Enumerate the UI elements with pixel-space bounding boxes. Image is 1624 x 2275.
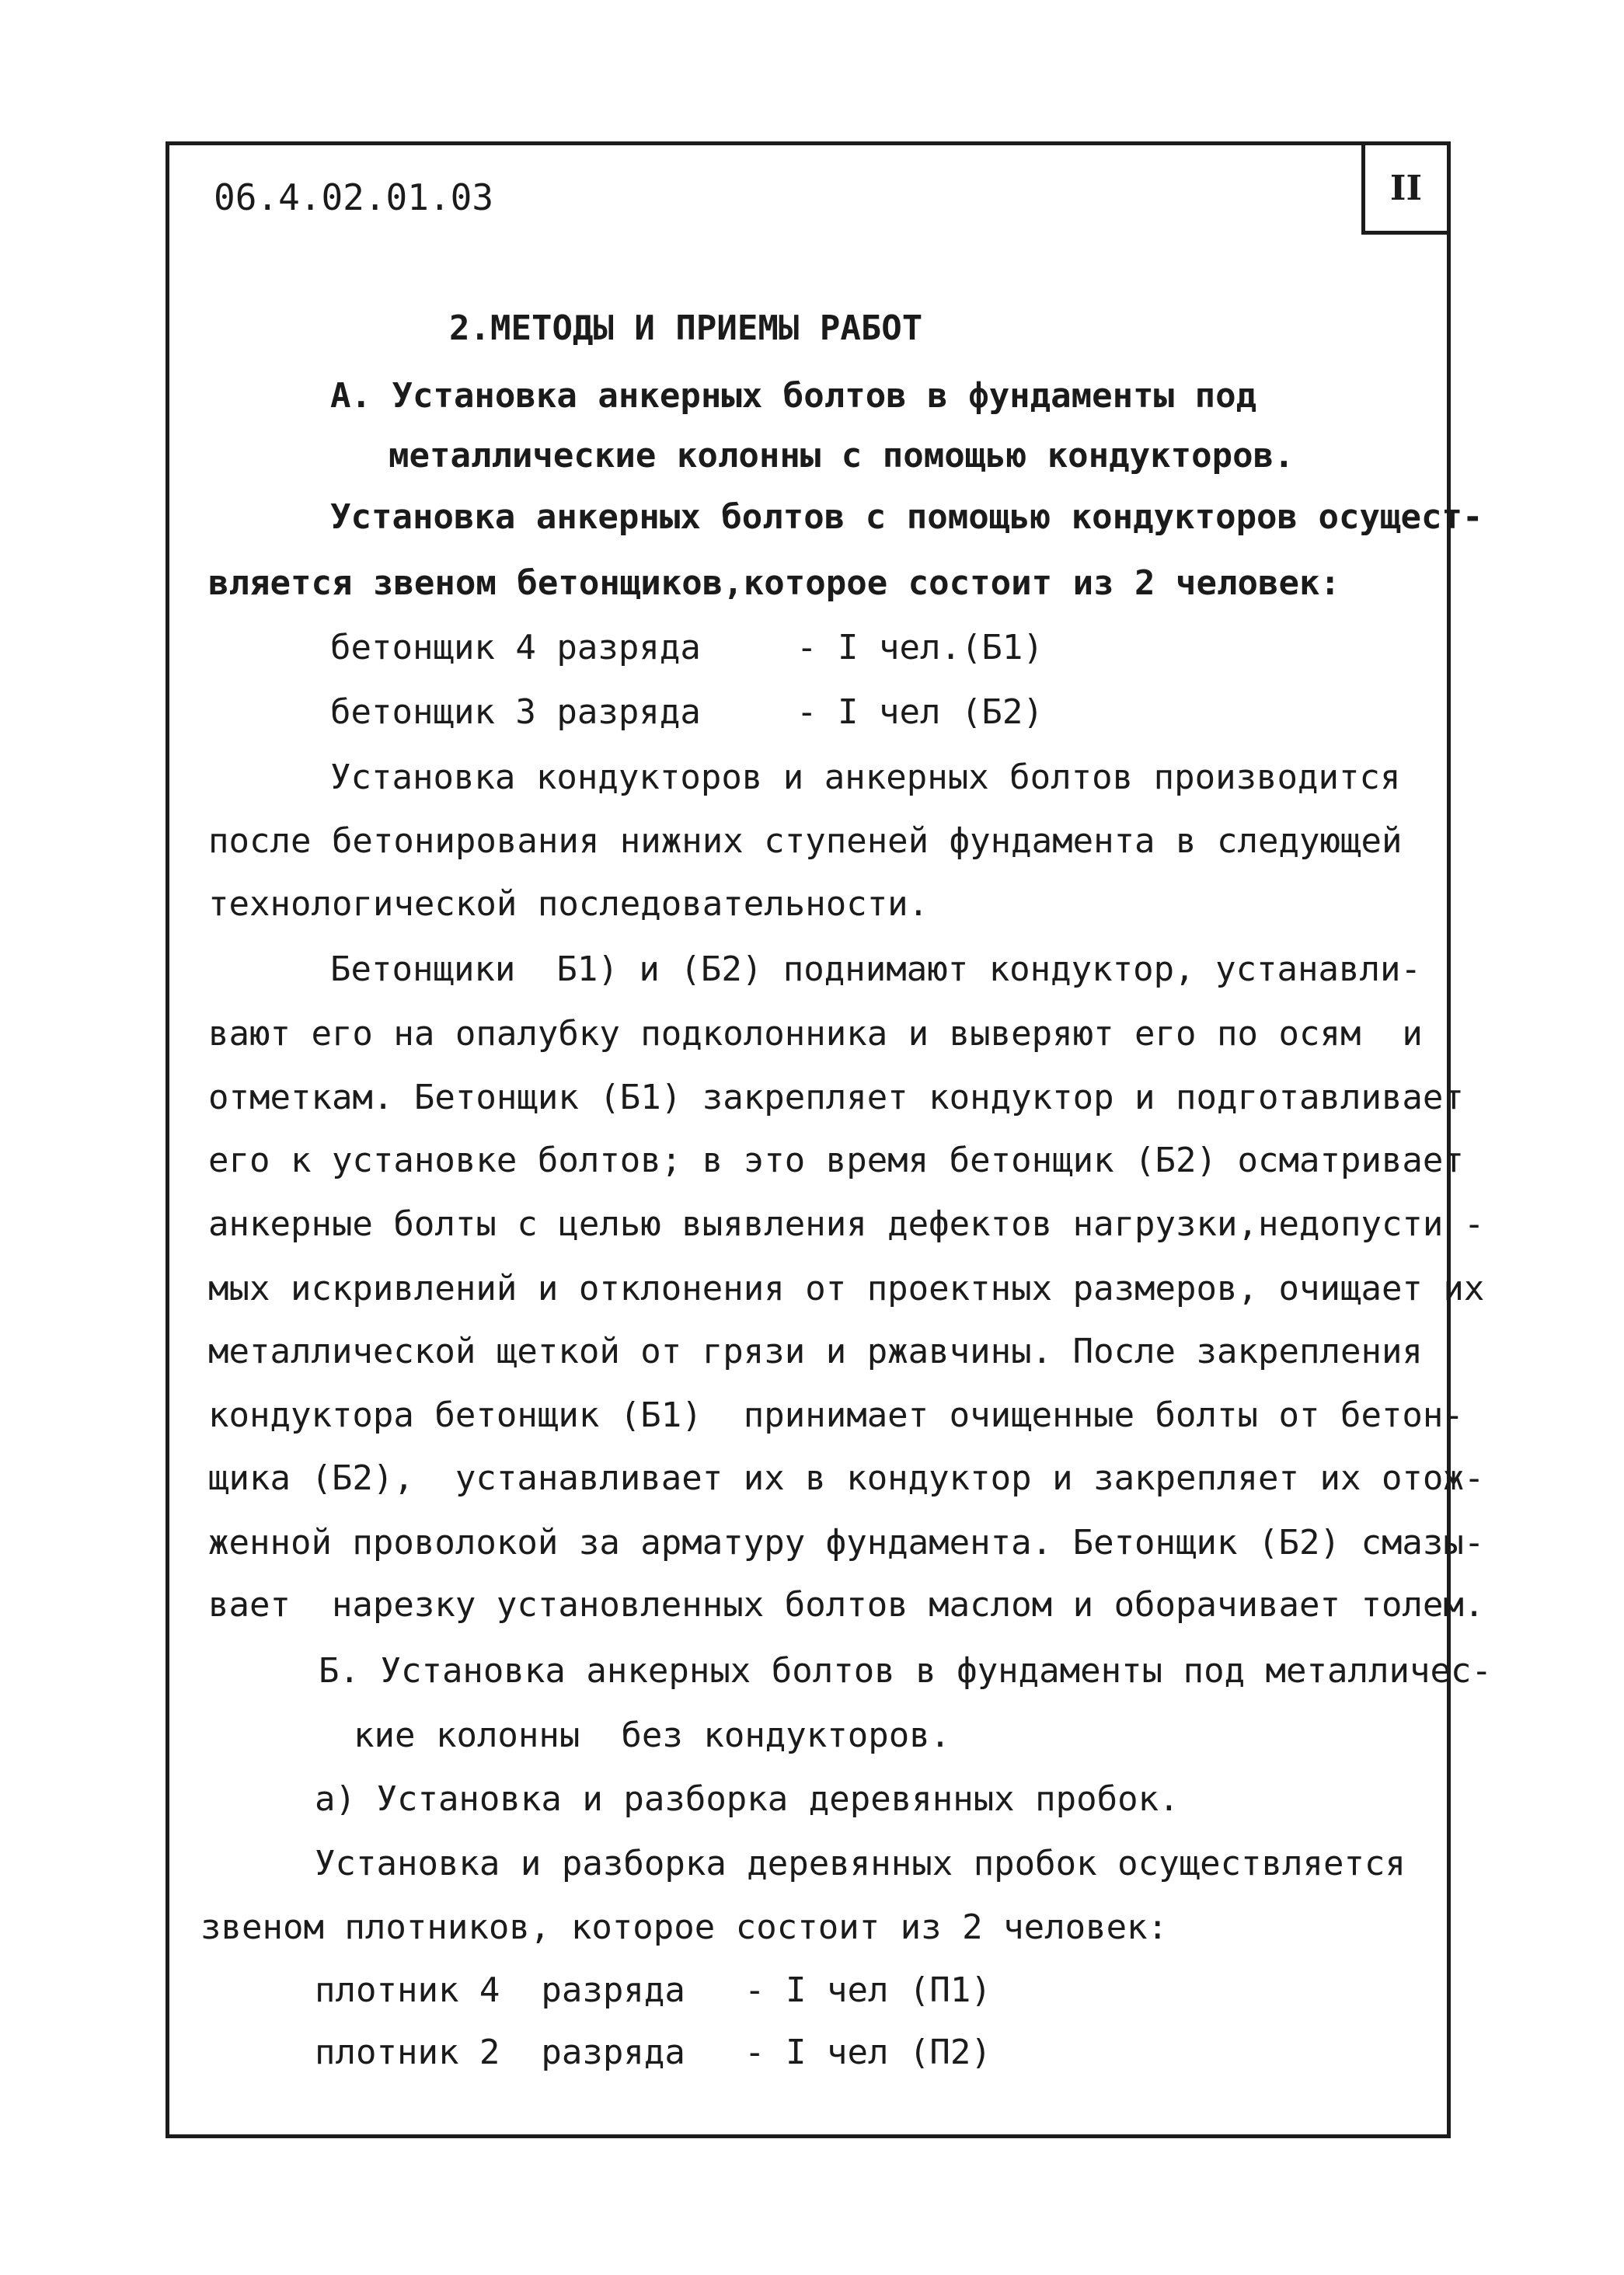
paragraph-line: анкерные болты с целью выявления дефектов нагрузки,недопусти - <box>208 1204 1485 1244</box>
paragraph-line: вает нарезку установленных болтов маслом и оборачивает толем. <box>208 1585 1485 1625</box>
paragraph-line: Установка кондукторов и анкерных болтов производится <box>330 758 1401 797</box>
paragraph-line: Установка и разборка деревянных пробок осуществляется <box>315 1844 1406 1883</box>
document-code: 06.4.02.01.03 <box>214 176 494 218</box>
crew2-count-2: - I чел (П2) <box>744 2033 991 2072</box>
crew2-count-1: - I чел (П1) <box>744 1970 991 2010</box>
paragraph-line: технологической последовательности. <box>208 884 929 924</box>
page-number: II <box>1361 141 1451 235</box>
paragraph-line: щика (Б2), устанавливает их в кондуктор и закрепляет их отож- <box>208 1458 1485 1498</box>
crew1-role-1: бетонщик 4 разряда <box>330 628 701 667</box>
paragraph-line: отметкам. Бетонщик (Б1) закрепляет кондуктор и подготавливает <box>208 1078 1464 1117</box>
paragraph-line: женной проволокой за арматуру фундамента. Бетонщик (Б2) смазы- <box>208 1523 1485 1563</box>
paragraph-line: звеном плотников, которое состоит из 2 человек: <box>200 1907 1169 1947</box>
paragraph-line: его к установке болтов; в это время бетонщик (Б2) осматривает <box>208 1141 1464 1180</box>
paragraph-line: кондуктора бетонщик (Б1) принимает очищенные болты от бетон- <box>208 1395 1464 1435</box>
section-title: 2.МЕТОДЫ И ПРИЕМЫ РАБОТ <box>449 308 923 348</box>
crew1-count-2: - I чел (Б2) <box>796 692 1044 732</box>
paragraph-line: металлической щеткой от грязи и ржавчины. После закрепления <box>208 1332 1423 1371</box>
crew2-role-1: плотник 4 разряда <box>315 1970 685 2010</box>
subsection-a-line2: металлические колонны с помощью кондукторов. <box>389 436 1295 476</box>
paragraph-line: вляется звеном бетонщиков,которое состоит из 2 человек: <box>208 563 1340 603</box>
paragraph-line: мых искривлений и отклонения от проектных размеров, очищает их <box>208 1269 1485 1308</box>
paragraph-line: после бетонирования нижних ступеней фундамента в следующей <box>208 821 1403 861</box>
crew1-role-2: бетонщик 3 разряда <box>330 692 701 732</box>
paragraph-line: Установка анкерных болтов с помощью кондукторов осущест- <box>330 497 1483 537</box>
subsection-b-line1: Б. Установка анкерных болтов в фундаменты под металличес- <box>319 1651 1492 1691</box>
subsection-b-line2: кие колонны без кондукторов. <box>354 1716 951 1755</box>
item-a-heading: а) Установка и разборка деревянных пробок. <box>315 1779 1180 1819</box>
crew2-role-2: плотник 2 разряда <box>315 2033 685 2072</box>
subsection-a-line1: А. Установка анкерных болтов в фундаменты под <box>330 376 1257 416</box>
paragraph-line: вают его на опалубку подколонника и выверяют его по осям и <box>208 1014 1423 1054</box>
paragraph-line: Бетонщики Б1) и (Б2) поднимают кондуктор, устанавли- <box>330 949 1421 989</box>
crew1-count-1: - I чел.(Б1) <box>796 628 1044 667</box>
